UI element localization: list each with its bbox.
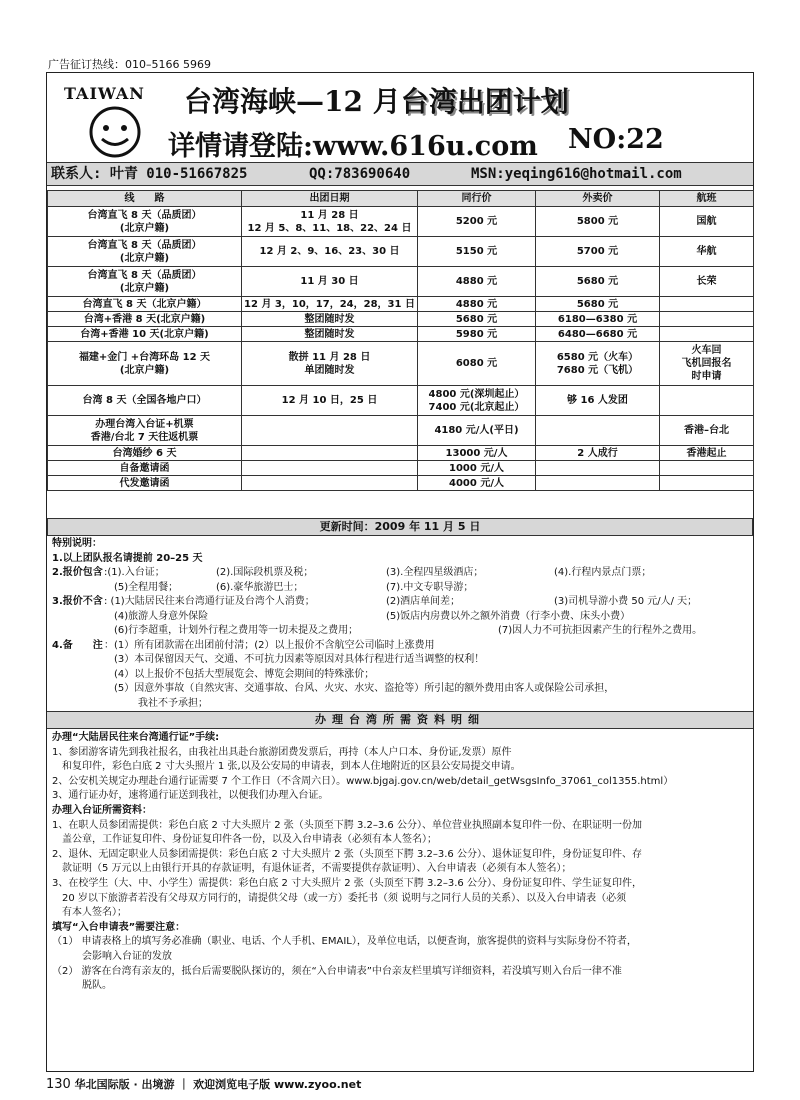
- table-cell-retail: 6480—6680 元: [536, 327, 660, 342]
- note-text: (6)行李超重，计划外行程之费用等一切未提及之费用；: [114, 625, 359, 636]
- note-text: (3).全程四星级酒店；: [386, 567, 484, 578]
- materials-line: 款证明（5 万元以上由银行开具的存款证明，有退休证者，不需要提供存款证明）、入台申请表（必须有本人签名）；: [52, 863, 572, 875]
- table-cell-route: 代发邀请函: [48, 476, 242, 491]
- table-row: [48, 416, 754, 446]
- table-cell-dates: 12 月 3，10，17，24，28，31 日: [242, 297, 418, 312]
- materials-line: 2、公安机关规定办理赴台通行证需要 7 个工作日（不含周六日）。www.bjgaj.gov.cn/web/detail_getWsgsInfo_37061_col1355.html）: [52, 775, 674, 787]
- table-cell-flight: [660, 476, 754, 491]
- table-cell-peer: 5680 元: [418, 312, 536, 327]
- notes-heading: 特别说明：: [52, 538, 102, 549]
- note-text: (7)因人力不可抗拒因素产生的行程外之费用。: [498, 625, 703, 636]
- footer-text: 华北国际版 · 出境游 ｜ 欢迎浏览电子版 www.zyoo.net: [70, 1078, 362, 1091]
- note-text: 我社不予承担；: [138, 697, 208, 709]
- table-cell-retail: 5800 元: [536, 207, 660, 237]
- tour-table: [47, 190, 754, 491]
- table-cell-retail: 6180—6380 元: [536, 312, 660, 327]
- note-text: (3)司机导游小费 50 元/人/ 天；: [554, 596, 698, 607]
- table-cell-dates: [242, 416, 418, 446]
- note-text: (3）本司保留因天气、交通、不可抗力因素等原因对具体行程进行适当调整的权利！: [114, 654, 485, 665]
- contact-qq: QQ:783690640: [309, 166, 411, 182]
- table-cell-dates: [242, 461, 418, 476]
- table-row: [48, 267, 754, 297]
- table-cell-flight: 国航: [660, 207, 754, 237]
- table-cell-retail: 6580 元（火车） 7680 元（飞机）: [536, 342, 660, 386]
- materials-line: 2、退休、无固定职业人员参团需提供：彩色白底 2 寸大头照片 2 张（头顶至下腭 3.2–3.6 公分）、退休证复印件，身份证复印件、存: [52, 848, 642, 860]
- issue-number: NO:22: [568, 124, 664, 155]
- title-left: 台湾海峡—12 月: [184, 85, 401, 118]
- table-row: [48, 312, 754, 327]
- note-label: 4.备 注: [52, 639, 103, 651]
- special-notes: [52, 537, 752, 711]
- table-cell-route: 台湾直飞 8 天（品质团） (北京户籍): [48, 207, 242, 237]
- table-cell-flight: 香港–台北: [660, 416, 754, 446]
- table-cell-retail: 够 16 人发团: [536, 386, 660, 416]
- page-number: 130: [46, 1077, 71, 1092]
- table-cell-flight: [660, 386, 754, 416]
- table-cell-retail: 5700 元: [536, 237, 660, 267]
- table-cell-dates: 11 月 30 日: [242, 267, 418, 297]
- table-cell-route: 台湾+香港 10 天(北京户籍): [48, 327, 242, 342]
- col-header: 出团日期: [242, 191, 418, 207]
- note-text: ：(1）所有团款需在出团前付清；(2）以上报价不含航空公司临时上涨费用: [104, 639, 435, 651]
- table-cell-dates: [242, 476, 418, 491]
- table-cell-retail: [536, 416, 660, 446]
- materials-line: （1） 申请表格上的填写务必准确（职业、电话、个人手机、EMAIL），及单位电话，以便查询，旅客提供的资料与实际身份不符者，: [52, 936, 637, 948]
- note-text: :(1).入台证；: [104, 567, 165, 578]
- table-row: [48, 327, 754, 342]
- materials-line: 和复印件，彩色白底 2 寸大头照片 1 张,以及公安局的申请表，到本人住地附近的区县公安局提交申请。: [52, 761, 521, 773]
- page-subtitle: [168, 124, 664, 163]
- table-cell-route: 办理台湾入台证+机票 香港/台北 7 天往返机票: [48, 416, 242, 446]
- note-1: 1.以上团队报名请提前 20–25 天: [52, 552, 203, 564]
- table-cell-retail: 5680 元: [536, 297, 660, 312]
- note-4e: [52, 697, 752, 712]
- col-header: 线 路: [48, 191, 242, 207]
- table-cell-dates: 散拼 11 月 28 日 单团随时发: [242, 342, 418, 386]
- table-cell-flight: [660, 297, 754, 312]
- col-header: 航班: [660, 191, 754, 207]
- materials-line: 1、参团游客请先到我社报名，由我社出具赴台旅游团费发票后，再持（本人户口本、身份证,发票）原件: [52, 746, 512, 758]
- note-text: (5)饭店内房费以外之额外消费（行李小费、床头小费）: [386, 610, 631, 622]
- col-header: 同行价: [418, 191, 536, 207]
- col-header: 外卖价: [536, 191, 660, 207]
- note-3b: [52, 610, 752, 625]
- table-cell-peer: 1000 元/人: [418, 461, 536, 476]
- note-4c: [52, 668, 752, 683]
- table-cell-peer: 4000 元/人: [418, 476, 536, 491]
- materials-heading: 办理台湾所需资料明细: [47, 711, 753, 729]
- contact-person: 联系人: 叶青 010-51667825: [51, 166, 248, 182]
- materials-line: 20 岁以下旅游者若没有父母双方同行的，请提供父母（或一方）委托书（须 说明与之同行人员的关系）、以及入台申请表（必须: [52, 892, 627, 904]
- materials-line: 有本人签名）；: [52, 907, 127, 919]
- table-cell-peer: 4880 元: [418, 267, 536, 297]
- table-cell-route: 台湾直飞 8 天（北京户籍）: [48, 297, 242, 312]
- note-4: [52, 639, 752, 654]
- table-cell-dates: 12 月 2、9、16、23、30 日: [242, 237, 418, 267]
- table-row: [48, 342, 754, 386]
- table-cell-flight: [660, 461, 754, 476]
- title-right: 台湾出团计划: [400, 85, 569, 118]
- table-cell-peer: 4180 元/人(平日): [418, 416, 536, 446]
- note-2b: [52, 581, 752, 596]
- note-text: (5)全程用餐；: [114, 581, 179, 593]
- materials-list: [52, 731, 752, 994]
- materials-line: 盖公章，工作证复印件、身份证复印件各一份，以及入台申请表（必须有本人签名）；: [52, 834, 437, 846]
- materials-line: 办理“大陆居民往来台湾通行证”手续:: [52, 732, 220, 743]
- note-text: (2).国际段机票及税；: [216, 567, 314, 578]
- materials-line: 脱队。: [52, 980, 112, 992]
- materials-line: 3、通行证办好，速将通行证送到我社，以便我们办理入台证。: [52, 790, 329, 802]
- table-cell-flight: 香港起止: [660, 446, 754, 461]
- table-cell-dates: [242, 446, 418, 461]
- table-cell-retail: [536, 461, 660, 476]
- table-cell-route: 福建+金门 +台湾环岛 12 天 (北京户籍): [48, 342, 242, 386]
- table-cell-peer: 4800 元(深圳起止） 7400 元(北京起止）: [418, 386, 536, 416]
- note-text: (4).行程内景点门票；: [554, 567, 652, 578]
- materials-line: （2） 游客在台湾有亲友的，抵台后需要脱队探访的，须在“入台申请表”中台亲友栏里填写详细资料，若没填写则入台后一律不准: [52, 965, 622, 977]
- table-cell-flight: 长荣: [660, 267, 754, 297]
- table-cell-peer: 6080 元: [418, 342, 536, 386]
- table-row: [48, 386, 754, 416]
- note-4b: [52, 653, 752, 668]
- note-3: [52, 595, 752, 610]
- table-cell-flight: [660, 312, 754, 327]
- logo-text: TAIWAN: [64, 84, 145, 103]
- note-text: (6).豪华旅游巴士；: [216, 581, 304, 593]
- materials-line: 填写“入台申请表”需要注意：: [52, 921, 186, 933]
- contact-msn: MSN:yeqing616@hotmail.com: [471, 166, 682, 182]
- table-cell-retail: 5680 元: [536, 267, 660, 297]
- table-cell-flight: [660, 327, 754, 342]
- materials-line: 会影响入台证的发放: [52, 950, 172, 962]
- page-title: [184, 80, 569, 120]
- table-cell-route: 台湾 8 天（全国各地户口）: [48, 386, 242, 416]
- table-row: [48, 476, 754, 491]
- note-label: 2.报价包含: [52, 567, 103, 578]
- table-cell-route: 台湾直飞 8 天（品质团） (北京户籍): [48, 267, 242, 297]
- table-cell-peer: 5200 元: [418, 207, 536, 237]
- materials-line: 1、在职人员参团需提供：彩色白底 2 寸大头照片 2 张（头顶至下腭 3.2–3.6 公分）、单位营业执照副本复印件一份、在职证明一份加: [52, 819, 642, 831]
- table-row: [48, 237, 754, 267]
- note-text: (4)旅游人身意外保险: [114, 610, 209, 622]
- website-line: 详情请登陆:www.616u.com: [168, 131, 538, 162]
- note-2: [52, 566, 752, 581]
- table-cell-retail: [536, 476, 660, 491]
- table-cell-dates: 11 月 28 日 12 月 5、8、11、18、22、24 日: [242, 207, 418, 237]
- table-cell-dates: 整团随时发: [242, 312, 418, 327]
- table-cell-flight: 火车回 飞机回报名 时申请: [660, 342, 754, 386]
- note-text: : (1)大陆居民往来台湾通行证及台湾个人消费；: [104, 596, 315, 607]
- materials-line: 办理入台证所需资料：: [52, 804, 152, 816]
- contact-bar: [47, 162, 753, 186]
- table-cell-peer: 4880 元: [418, 297, 536, 312]
- table-cell-route: 台湾婚纱 6 天: [48, 446, 242, 461]
- note-text: (2)酒店单间差；: [386, 596, 461, 607]
- table-row: [48, 461, 754, 476]
- page-footer: [46, 1076, 361, 1092]
- table-row: [48, 207, 754, 237]
- materials-line: 3、在校学生（大、中、小学生）需提供：彩色白底 2 寸大头照片 2 张（头顶至下腭 3.2–3.6 公分）、身份证复印件、学生证复印件，: [52, 877, 642, 889]
- table-cell-route: 自备邀请函: [48, 461, 242, 476]
- ad-hotline: 广告征订热线：010–5166 5969: [48, 58, 211, 71]
- note-text: (4）以上报价不包括大型展览会、博览会期间的特殊涨价；: [114, 668, 375, 680]
- table-header-row: [48, 191, 754, 207]
- table-row: [48, 446, 754, 461]
- table-cell-route: 台湾直飞 8 天（品质团） (北京户籍): [48, 237, 242, 267]
- note-4d: [52, 682, 752, 697]
- table-cell-dates: 整团随时发: [242, 327, 418, 342]
- table-row: [48, 297, 754, 312]
- table-cell-peer: 5980 元: [418, 327, 536, 342]
- table-cell-dates: 12 月 10 日，25 日: [242, 386, 418, 416]
- table-cell-peer: 13000 元/人: [418, 446, 536, 461]
- table-cell-flight: 华航: [660, 237, 754, 267]
- table-cell-route: 台湾+香港 8 天(北京户籍): [48, 312, 242, 327]
- table-cell-retail: 2 人成行: [536, 446, 660, 461]
- note-text: (7).中文专职导游；: [386, 581, 474, 593]
- note-3c: [52, 624, 752, 639]
- table-cell-peer: 5150 元: [418, 237, 536, 267]
- note-label: 3.报价不含: [52, 596, 103, 607]
- update-time: 更新时间：2009 年 11 月 5 日: [47, 518, 753, 536]
- note-text: (5）因意外事故（自然灾害、交通事故、台风、火灾、水灾、盗抢等）所引起的额外费用由客人或保险公司承担，: [114, 683, 615, 694]
